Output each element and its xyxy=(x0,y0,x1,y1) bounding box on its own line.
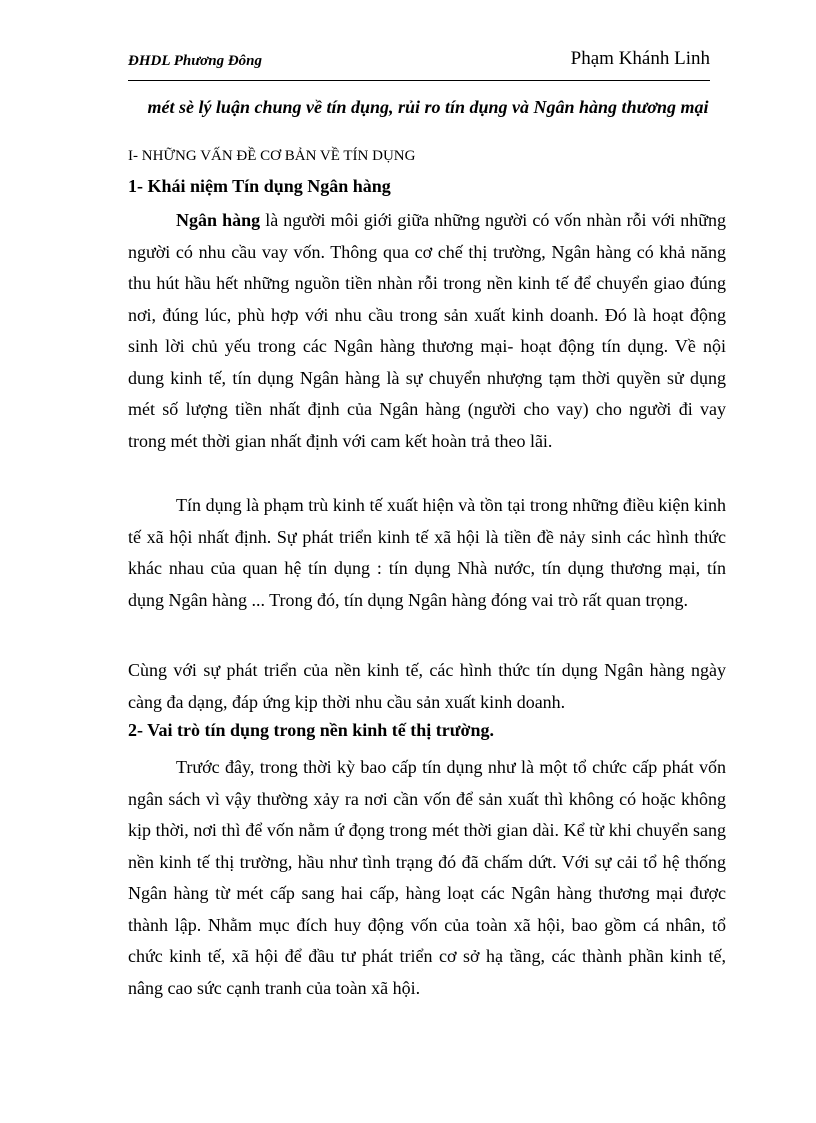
header-author: Phạm Khánh Linh xyxy=(570,48,710,69)
paragraph-1-text: là người môi giới giữa những người có vốn nhàn rỗi với những người có nhu cầu vay vốn. Thông qua cơ chế thị trường, Ngân hàng có khả năng thu hút hầu hết những nguồn tiền nhàn rỗi trong nền kinh tế để chuyển giao đúng nơi, đúng lúc, phù hợp với nhu cầu trong sản xuất kinh doanh. Đó là hoạt động sinh lời chủ yếu trong các Ngân hàng thương mại- hoạt động tín dụng. Về nội dung kinh tế, tín dụng Ngân hàng là sự chuyển nhượng tạm thời quyền sử dụng mét số lượng tiền nhất định của Ngân hàng (người cho vay) cho người đi vay trong mét thời gian nhất định với cam kết hoàn trả theo lãi. xyxy=(128,210,726,451)
header-divider xyxy=(128,80,710,81)
section-heading: I- NHỮNG VẤN ĐỀ CƠ BẢN VỀ TÍN DỤNG xyxy=(128,148,416,164)
paragraph-4: Trước đây, trong thời kỳ bao cấp tín dụng như là một tổ chức cấp phát vốn ngân sách vì vậy thường xảy ra nơi cần vốn để sản xuất thì không có hoặc không kịp thời, nơi thì để vốn nằm ứ đọng trong mét thời gian dài. Kể từ khi chuyển sang nền kinh tế thị trường, hầu như tình trạng đó đã chấm dứt. Với sự cải tổ hệ thống Ngân hàng từ mét cấp sang hai cấp, hàng loạt các Ngân hàng thương mại được thành lập. Nhằm mục đích huy động vốn của toàn xã hội, bao gồm cá nhân, tổ chức kinh tế, xã hội để đầu tư phát triển cơ sở hạ tầng, các thành phần kinh tế, nâng cao sức cạnh tranh của toàn xã hội. xyxy=(128,757,726,998)
header-institution: ĐHDL Phương Đông xyxy=(128,53,262,69)
heading-2: 2- Vai trò tín dụng trong nền kinh tế thị trường. xyxy=(128,720,495,740)
paragraph-3: Cùng với sự phát triển của nền kinh tế, các hình thức tín dụng Ngân hàng ngày càng đa dạng, đáp ứng kịp thời nhu cầu sản xuất kinh doanh. xyxy=(128,660,726,712)
heading-1: 1- Khái niệm Tín dụng Ngân hàng xyxy=(128,176,391,196)
page-header xyxy=(128,48,710,78)
paragraph-1-lead: Ngân hàng xyxy=(176,210,261,230)
chapter-title: mét sè lý luận chung về tín dụng, rủi ro tín dụng và Ngân hàng thương mại xyxy=(147,97,709,117)
paragraph-1 xyxy=(128,205,726,457)
paragraph-2: Tín dụng là phạm trù kinh tế xuất hiện và tồn tại trong những điều kiện kinh tế xã hội nhất định. Sự phát triển kinh tế xã hội là tiền đề nảy sinh các hình thức khác nhau của quan hệ tín dụng : tín dụng Nhà nước, tín dụng thương mại, tín dụng Ngân hàng ... Trong đó, tín dụng Ngân hàng đóng vai trò rất quan trọng. xyxy=(128,495,726,610)
